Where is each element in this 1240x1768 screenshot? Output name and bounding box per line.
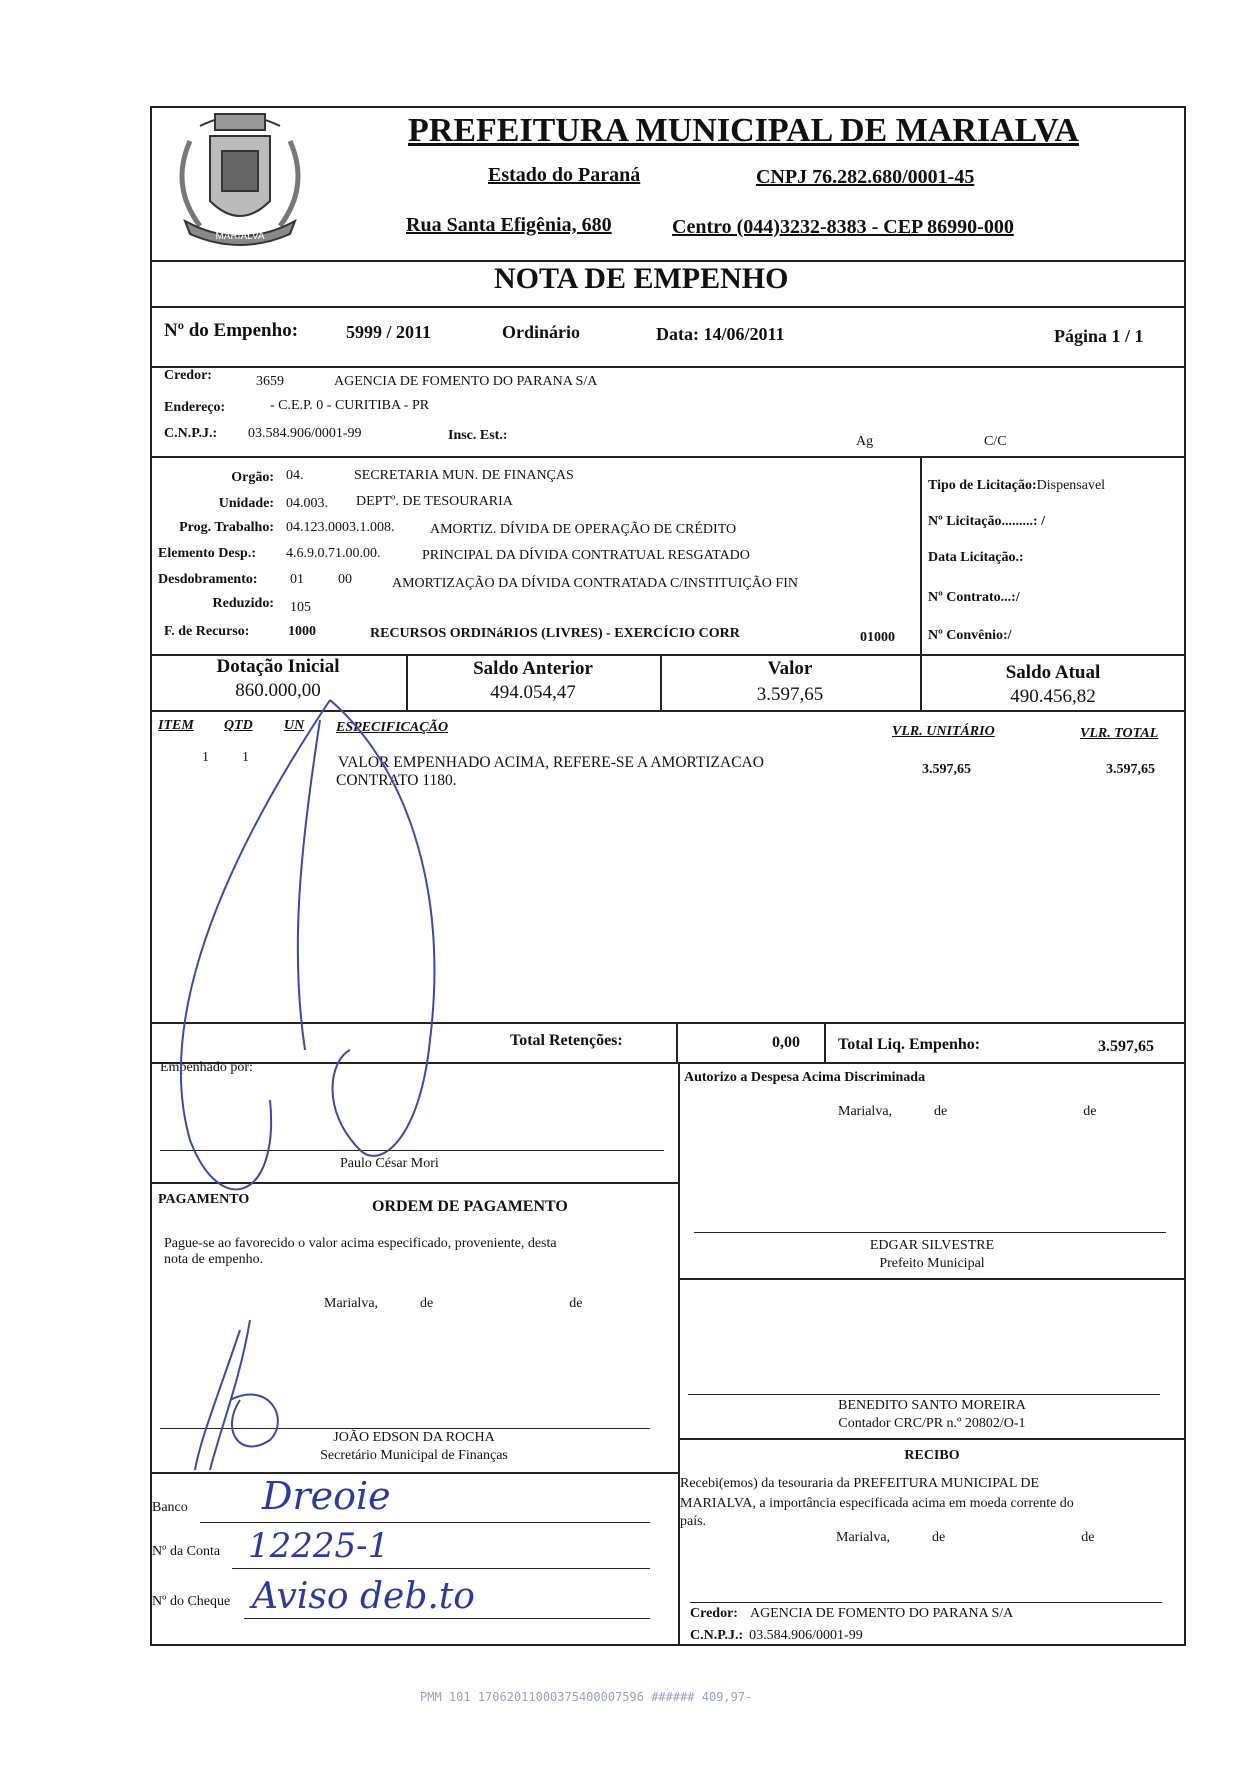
col-total: VLR. TOTAL: [1080, 726, 1159, 741]
reduzido-value: 105: [290, 600, 311, 615]
conta-line: [232, 1568, 650, 1569]
cheque-line: [244, 1618, 650, 1619]
signature-line: [160, 1428, 650, 1429]
convenio-label: Nº Convênio:/: [928, 628, 1012, 643]
insc-label: Insc. Est.:: [448, 428, 508, 443]
empenhado-name: Paulo César Mori: [340, 1156, 439, 1171]
licitacao-tipo-value: Dispensavel: [1036, 478, 1106, 493]
orgao-code: 04.: [286, 468, 304, 483]
pagamento-date: Marialva, de de: [324, 1296, 583, 1311]
prefeito-title: Prefeito Municipal: [879, 1256, 985, 1271]
item-qtd: 1: [242, 750, 249, 765]
recurso-name: RECURSOS ORDINáRIOS (LIVRES) - EXERCÍCIO CORR: [370, 626, 740, 641]
signature-line: [688, 1394, 1160, 1395]
divider: [678, 1062, 680, 1646]
recurso-code: 1000: [288, 624, 316, 639]
signature-line: [694, 1232, 1166, 1233]
prog-code: 04.123.0003.1.008.: [286, 520, 395, 535]
licitacao-tipo-label: Tipo de Licitação:Dispensavel: [928, 478, 1106, 493]
item-spec-line2: CONTRATO 1180.: [336, 772, 457, 789]
divider: [150, 456, 1186, 458]
prefeito-name: EDGAR SILVESTRE: [869, 1238, 995, 1253]
cc-label: C/C: [984, 434, 1007, 449]
signature-line: [690, 1602, 1162, 1603]
desdob-code2: 00: [338, 572, 352, 587]
divider: [678, 1278, 1186, 1280]
liq-value: 3.597,65: [1098, 1038, 1154, 1055]
licitacao-numero: Nº Licitação.........: /: [928, 514, 1045, 529]
signature-line: [160, 1150, 664, 1151]
desdob-name: AMORTIZAÇÃO DA DÍVIDA CONTRATADA C/INSTITUIÇÃO FIN: [392, 576, 798, 591]
item-number: 1: [202, 750, 209, 765]
empenho-type: Ordinário: [502, 322, 581, 342]
col-qtd: QTD: [224, 718, 253, 733]
elemento-name: PRINCIPAL DA DÍVIDA CONTRATUAL RESGATADO: [422, 548, 750, 563]
item-spec-line1: VALOR EMPENHADO ACIMA, REFERE-SE A AMORTIZACAO: [338, 754, 764, 771]
street-label: Rua Santa Efigênia, 680: [406, 214, 612, 236]
conta-label: Nº da Conta: [152, 1544, 221, 1559]
saldo-atual-value: 490.456,82: [1010, 686, 1096, 707]
col-unit: VLR. UNITÁRIO: [892, 724, 995, 739]
cheque-handwritten: Aviso deb.to: [252, 1576, 475, 1617]
unidade-label: Unidade:: [218, 496, 274, 511]
contador-title: Contador CRC/PR n.º 20802/O-1: [838, 1416, 1026, 1431]
prog-label: Prog. Trabalho:: [179, 520, 274, 535]
ag-label: Ag: [856, 434, 874, 449]
banco-line: [200, 1522, 650, 1523]
credor-code: 3659: [256, 374, 284, 389]
unidade-name: DEPTº. DE TESOURARIA: [356, 494, 513, 509]
retencoes-label: Total Retenções:: [510, 1032, 623, 1049]
unidade-code: 04.003.: [286, 496, 328, 511]
empenho-date: Data: 14/06/2011: [656, 324, 785, 344]
recibo-label: RECIBO: [904, 1448, 960, 1463]
licitacao-data: Data Licitação.:: [928, 550, 1024, 565]
secretario-title: Secretário Municipal de Finanças: [320, 1448, 508, 1463]
divider: [150, 1182, 678, 1184]
recurso-label: F. de Recurso:: [164, 624, 250, 639]
divider: [150, 306, 1186, 308]
recibo-date: Marialva, de de: [836, 1530, 1095, 1545]
secretario-name: JOÃO EDSON DA ROCHA: [333, 1430, 495, 1445]
item-total: 3.597,65: [1106, 762, 1155, 777]
pagamento-label: PAGAMENTO: [158, 1192, 250, 1207]
recibo-cnpj: C.N.P.J.: 03.584.906/0001-99: [690, 1628, 863, 1643]
contrato-label: Nº Contrato...:/: [928, 590, 1020, 605]
ordem-label: ORDEM DE PAGAMENTO: [372, 1198, 568, 1215]
recibo-line3: país.: [680, 1514, 707, 1529]
recibo-line2: MARIALVA, a importância especificada acima em moeda corrente do: [680, 1496, 1074, 1511]
empenho-number: 5999 / 2011: [346, 322, 432, 342]
orgao-label: Orgão:: [231, 470, 274, 485]
saldo-anterior-label: Saldo Anterior: [473, 658, 593, 679]
valor-value: 3.597,65: [756, 684, 824, 705]
recibo-credor: Credor: AGENCIA DE FOMENTO DO PARANA S/A: [690, 1606, 1014, 1621]
divider: [920, 456, 922, 654]
svg-text:MARIALVA: MARIALVA: [215, 231, 265, 242]
page-title: PREFEITURA MUNICIPAL DE MARIALVA: [408, 112, 1079, 149]
desdob-label: Desdobramento:: [158, 572, 258, 587]
credor-label: Credor:: [164, 368, 212, 383]
item-unit: 3.597,65: [922, 762, 971, 777]
retencoes-value: 0,00: [772, 1034, 800, 1051]
reduzido-label: Reduzido:: [212, 596, 274, 611]
state-label: Estado do Paraná: [488, 164, 641, 186]
valor-label: Valor: [767, 658, 813, 679]
district-phone-label: Centro (044)3232-8383 - CEP 86990-000: [672, 216, 1014, 238]
col-un: UN: [284, 718, 305, 733]
desdob-code1: 01: [290, 572, 304, 587]
divider: [678, 1438, 1186, 1440]
cheque-label: Nº do Cheque: [152, 1594, 231, 1609]
recurso-code2: 01000: [860, 630, 895, 645]
empenho-number-label: Nº do Empenho:: [164, 320, 299, 341]
dotacao-label: Dotação Inicial: [216, 656, 340, 677]
address-label: Endereço:: [164, 400, 226, 415]
empenhado-label: Empenhado por:: [160, 1060, 253, 1075]
autorizo-label: Autorizo a Despesa Acima Discriminada: [684, 1070, 926, 1085]
dotacao-value: 860.000,00: [235, 680, 321, 701]
banco-label: Banco: [152, 1500, 188, 1515]
saldo-anterior-value: 494.054,47: [490, 682, 576, 703]
col-spec: ESPECIFICAÇÃO: [336, 720, 449, 735]
divider: [150, 1022, 1186, 1024]
col-item: ITEM: [158, 718, 194, 733]
conta-handwritten: 12225-1: [248, 1526, 390, 1566]
elemento-label: Elemento Desp.:: [158, 546, 256, 561]
credor-name: AGENCIA DE FOMENTO DO PARANA S/A: [334, 374, 598, 389]
divider: [824, 1022, 826, 1062]
pague-line2: nota de empenho.: [164, 1252, 264, 1267]
doc-title: NOTA DE EMPENHO: [494, 262, 789, 295]
divider: [150, 366, 1186, 368]
prog-name: AMORTIZ. DÍVIDA DE OPERAÇÃO DE CRÉDITO: [430, 522, 737, 537]
contador-name: BENEDITO SANTO MOREIRA: [838, 1398, 1026, 1413]
cnpj-credor-label: C.N.P.J.:: [164, 426, 218, 441]
divider: [676, 1022, 678, 1062]
cnpj-credor-value: 03.584.906/0001-99: [248, 426, 362, 441]
autorizo-date: Marialva, de de: [838, 1104, 1097, 1119]
banco-handwritten: Dreoie: [262, 1474, 391, 1518]
pague-line1: Pague-se ao favorecido o valor acima especificado, proveniente, desta: [164, 1236, 557, 1251]
cnpj-label: CNPJ 76.282.680/0001-45: [756, 166, 975, 188]
divider: [150, 1472, 678, 1474]
footer-code: PMM 101 17062011000375400007596 ###### 409,97-: [420, 1690, 753, 1704]
divider: [150, 710, 1186, 712]
coat-of-arms-icon: [160, 106, 320, 256]
divider: [150, 1062, 1186, 1064]
liq-label: Total Liq. Empenho:: [838, 1036, 981, 1053]
elemento-code: 4.6.9.0.71.00.00.: [286, 546, 381, 561]
saldo-atual-label: Saldo Atual: [1005, 662, 1101, 683]
orgao-name: SECRETARIA MUN. DE FINANÇAS: [354, 468, 574, 483]
address-value: - C.E.P. 0 - CURITIBA - PR: [270, 398, 430, 413]
recibo-line1: Recebi(emos) da tesouraria da PREFEITURA MUNICIPAL DE: [680, 1476, 1040, 1491]
page-number: Página 1 / 1: [1054, 326, 1144, 346]
